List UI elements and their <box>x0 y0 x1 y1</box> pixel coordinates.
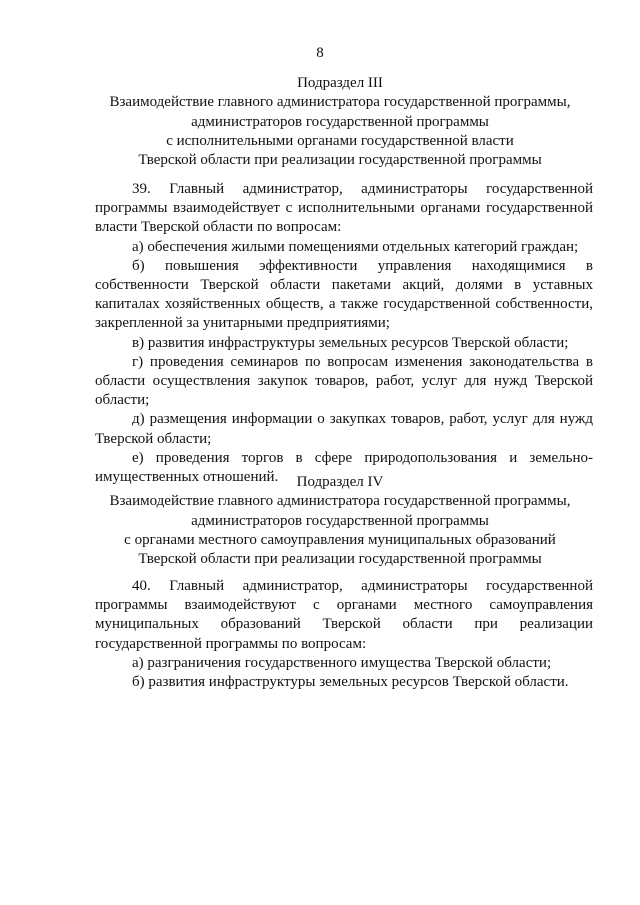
item-39-d-line-2: Тверской области; <box>95 430 212 447</box>
subsection-4-heading-line-4: Тверской области при реализации государственной программы <box>138 551 542 568</box>
item-39-b-line-3: капиталах хозяйственных обществ, а также государственной собственности, <box>95 296 593 313</box>
subsection-4-title: Подраздел IV <box>296 474 384 490</box>
subsection-4-heading-line-3: с органами местного самоуправления муниципальных образований <box>124 531 556 548</box>
subsection-3-heading-line-2: администраторов государственной программы <box>191 113 489 130</box>
subsection-3-heading-line-4: Тверской области при реализации государственной программы <box>138 152 542 169</box>
page-number: 8 <box>316 45 324 61</box>
item-39-d-line-1: д) размещения информации о закупках товаров, работ, услуг для нужд <box>132 411 593 428</box>
item-39-intro-line-1: 39. Главный администратор, администраторы государственной <box>132 181 593 197</box>
item-39-e-line-1: е) проведения торгов в сфере природопользования и земельно- <box>132 449 593 466</box>
item-40-intro-line-1: 40. Главный администратор, администраторы государственной <box>132 578 593 594</box>
subsection-3-title: Подраздел III <box>297 75 383 91</box>
item-39-g-line-3: области; <box>95 392 150 409</box>
item-39-a: а) обеспечения жилыми помещениями отдельных категорий граждан; <box>132 238 579 255</box>
item-39-intro-line-2: программы взаимодействует с исполнительными органами государственной <box>95 200 593 217</box>
item-39-v: в) развития инфраструктуры земельных ресурсов Тверской области; <box>132 334 569 351</box>
subsection-3-heading <box>60 74 620 170</box>
item-39-g-line-2: области осуществления закупок товаров, работ, услуг для нужд Тверской <box>95 373 593 390</box>
item-39-intro-line-3: власти Тверской области по вопросам: <box>95 219 342 236</box>
subsection-4-heading <box>60 473 620 569</box>
subsection-3-heading-line-3: с исполнительными органами государственной власти <box>166 132 514 149</box>
subsection-3-heading-line-1: Взаимодействие главного администратора государственной программы, <box>109 94 571 111</box>
item-40-intro-line-4: государственной программы по вопросам: <box>95 635 367 652</box>
item-40-a: а) разграничения государственного имущества Тверской области; <box>132 654 552 671</box>
item-39-b-line-2: собственности Тверской области пакетами акций, долями в уставных <box>95 277 593 294</box>
item-39-paragraph <box>95 180 593 487</box>
item-39-b-line-1: б) повышения эффективности управления находящимися в <box>132 257 593 274</box>
item-40-b: б) развития инфраструктуры земельных ресурсов Тверской области. <box>132 674 569 691</box>
item-40-intro-line-2: программы взаимодействуют с органами местного самоуправления <box>95 597 593 614</box>
item-39-b-line-4: закрепленной за унитарными предприятиями; <box>95 315 390 332</box>
item-39-g-line-1: г) проведения семинаров по вопросам изменения законодательства в <box>132 353 593 370</box>
subsection-4-heading-line-1: Взаимодействие главного администратора государственной программы, <box>109 493 571 510</box>
subsection-4-heading-line-2: администраторов государственной программы <box>191 512 489 529</box>
item-40-paragraph <box>95 577 593 692</box>
item-40-intro-line-3: муниципальных образований Тверской области при реализации <box>95 616 593 633</box>
item-39-e-line-2: имущественных отношений. <box>95 469 279 486</box>
